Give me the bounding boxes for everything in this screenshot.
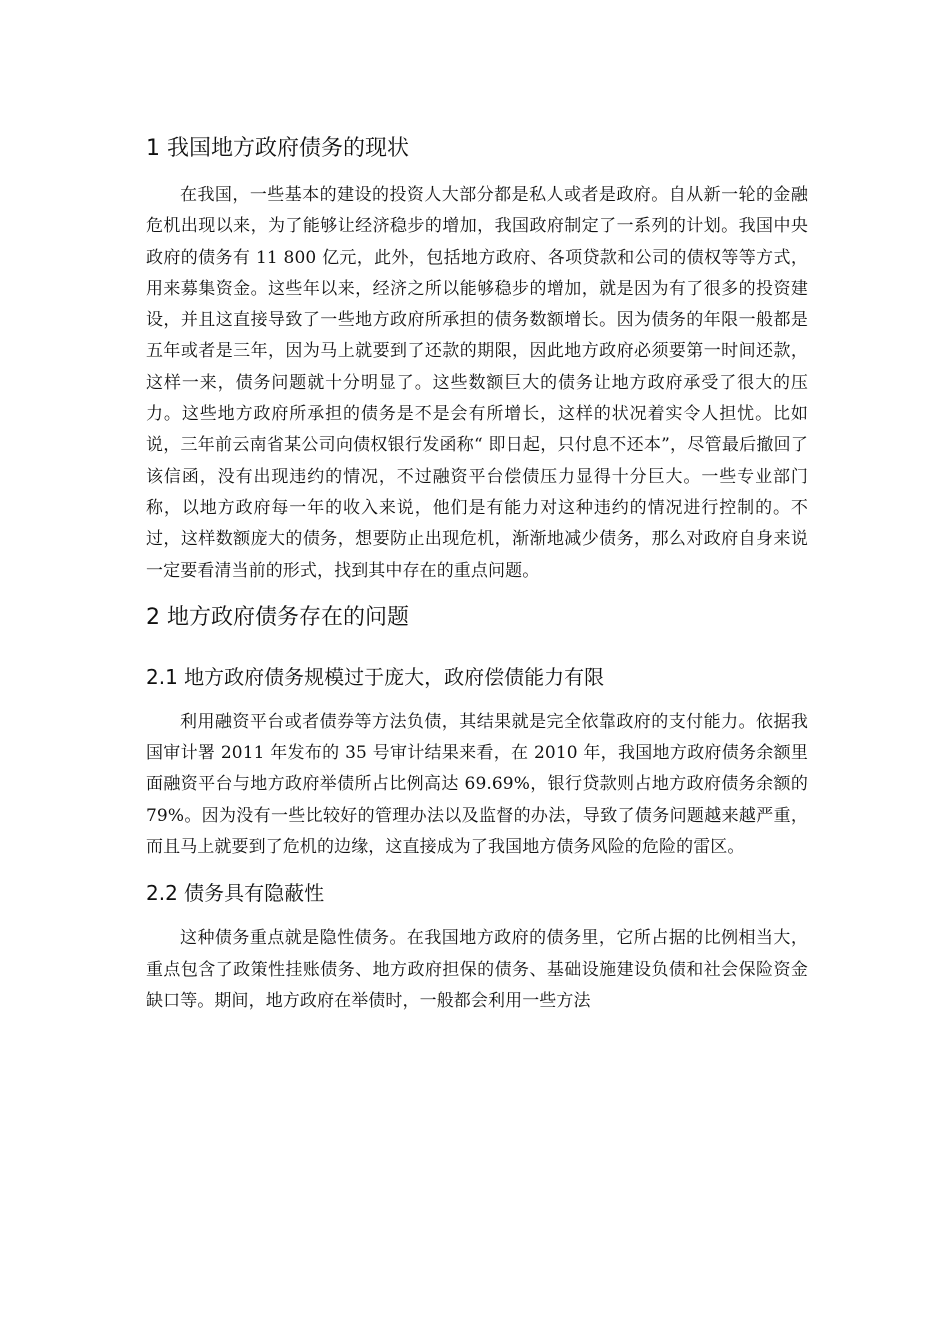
document-page <box>146 126 808 1017</box>
section-2-1-heading: 2.1 地方政府债务规模过于庞大，政府偿债能力有限 <box>146 664 605 689</box>
section-1-paragraph: 在我国，一些基本的建设的投资人大部分都是私人或者是政府。自从新一轮的金融危机出现以来，为了能够让经济稳步的增加，我国政府制定了一系列的计划。我国中央政府的债务有 11 800 亿元，此外，包括地方政府、各项贷款和公司的债权等等方式，用来募集资金。这些年以来，经济之所以能够稳步的增加，就是因为有了很多的投资建设，并且这直接导致了一些地方政府所承担的债务数额增长。因为债务的年限一般都是五年或者是三年，因为马上就要到了还款的期限，因此地方政府必须要第一时间还款，这样一来，债务问题就十分明显了。这些数额巨大的债务让地方政府承受了很大的压力。这些地方政府所承担的债务是不是会有所增长，这样的状况着实令人担忧。比如说，三年前云南省某公司向债权银行发函称“ 即日起，只付息不还本”，尽管最后撤回了该信函，没有出现违约的情况，不过融资平台偿债压力显得十分巨大。一些专业部门称，以地方政府每一年的收入来说，他们是有能力对这种违约的情况进行控制的。不过，这样数额庞大的债务，想要防止出现危机，渐渐地减少债务，那么对政府自身来说一定要看清当前的形式，找到其中存在的重点问题。 <box>146 185 808 581</box>
section-2-heading: 2 地方政府债务存在的问题 <box>146 604 409 630</box>
section-2-2-heading: 2.2 债务具有隐蔽性 <box>146 881 325 906</box>
section-2-1-paragraph: 利用融资平台或者债券等方法负债，其结果就是完全依靠政府的支付能力。依据我国审计署 2011 年发布的 35 号审计结果来看，在 2010 年，我国地方政府债务余额里面融资平台与地方政府举债所占比例高达 69.69%，银行贷款则占地方政府债务余额的 79%。因为没有一些比较好的管理办法以及监督的办法，导致了债务问题越来越严重，而且马上就要到了危机的边缘，这直接成为了我国地方债务风险的危险的雷区。 <box>146 711 808 858</box>
section-1-heading: 1 我国地方政府债务的现状 <box>146 136 409 161</box>
section-2-2-paragraph: 这种债务重点就是隐性债务。在我国地方政府的债务里，它所占据的比例相当大，重点包含了政策性挂账债务、地方政府担保的债务、基础设施建设负债和社会保险资金缺口等。期间，地方政府在举债时，一般都会利用一些方法 <box>146 928 808 1011</box>
